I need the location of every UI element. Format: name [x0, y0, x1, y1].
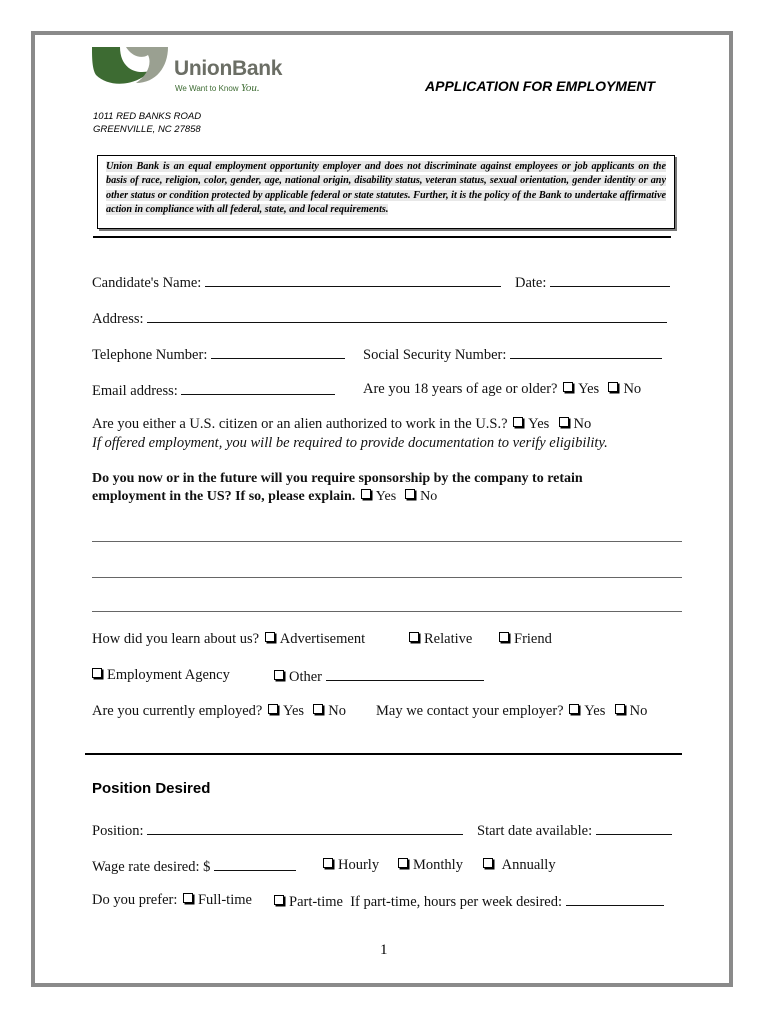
employed-yes-checkbox[interactable] — [268, 704, 278, 714]
employed-row — [92, 703, 346, 720]
sponsorship-yes-checkbox[interactable] — [361, 489, 371, 499]
citizen-row — [92, 416, 591, 433]
section-divider — [85, 753, 682, 755]
telephone-row — [92, 345, 345, 364]
hourly-checkbox[interactable] — [323, 858, 333, 868]
other-label: Other — [289, 669, 323, 685]
relative-checkbox[interactable] — [409, 632, 419, 642]
address-row — [92, 309, 667, 328]
age-row — [363, 381, 641, 398]
section-title-position: Position Desired — [92, 780, 211, 797]
full-time-label: Full-time — [197, 892, 252, 908]
agency-checkbox[interactable] — [92, 668, 102, 678]
telephone-field[interactable] — [211, 345, 345, 359]
age-no-label: No — [623, 381, 642, 397]
form-page — [31, 31, 733, 987]
logo-tagline — [175, 82, 260, 94]
page-number: 1 — [380, 942, 388, 958]
email-row — [92, 381, 335, 400]
ssn-field[interactable] — [510, 345, 662, 359]
candidate-name-label: Candidate's Name: — [92, 275, 202, 291]
annually-label: Annually — [501, 857, 556, 873]
hourly-option — [321, 857, 379, 874]
email-field[interactable] — [181, 381, 335, 395]
contact-yes-label: Yes — [584, 703, 606, 719]
start-date-field[interactable] — [596, 821, 672, 835]
contact-no-checkbox[interactable] — [615, 704, 625, 714]
explanation-line-3[interactable] — [92, 611, 682, 612]
other-field[interactable] — [326, 667, 484, 681]
sponsorship-line-2: employment in the US? If so, please explain. — [92, 489, 356, 504]
annually-option — [481, 857, 556, 874]
address-label: Address: — [92, 311, 144, 327]
employed-question: Are you currently employed? — [92, 703, 263, 719]
eeo-statement-box — [97, 155, 675, 229]
hours-label: If part-time, hours per week desired: — [350, 894, 562, 910]
prefer-label: Do you prefer: — [92, 892, 178, 908]
learn-question: How did you learn about us? — [92, 631, 260, 647]
friend-label: Friend — [514, 631, 552, 647]
age-no-checkbox[interactable] — [608, 382, 618, 392]
relative-option — [407, 631, 472, 648]
ssn-label: Social Security Number: — [363, 347, 507, 363]
citizen-no-checkbox[interactable] — [559, 417, 569, 427]
citizen-yes-checkbox[interactable] — [513, 417, 523, 427]
ssn-row — [363, 345, 662, 364]
contact-question: May we contact your employer? — [376, 703, 564, 719]
age-question: Are you 18 years of age or older? — [363, 381, 558, 397]
employed-no-label: No — [328, 703, 347, 719]
agency-option — [90, 667, 230, 684]
date-row — [515, 273, 670, 292]
friend-checkbox[interactable] — [499, 632, 509, 642]
start-date-label: Start date available: — [477, 823, 593, 839]
citizen-question: Are you either a U.S. citizen or an alien authorized to work in the U.S.? — [92, 416, 508, 432]
age-yes-label: Yes — [578, 381, 600, 397]
explanation-line-2[interactable] — [92, 577, 682, 578]
explanation-line-1[interactable] — [92, 541, 682, 542]
contact-row — [376, 703, 647, 720]
page-title: APPLICATION FOR EMPLOYMENT — [425, 78, 655, 94]
learn-row — [92, 631, 365, 648]
relative-label: Relative — [424, 631, 473, 647]
sponsorship-line-1: Do you now or in the future will you require sponsorship by the company to retain — [92, 471, 583, 486]
wage-field[interactable] — [214, 857, 296, 871]
address-field[interactable] — [147, 309, 667, 323]
wage-label: Wage rate desired: $ — [92, 859, 211, 875]
full-time-checkbox[interactable] — [183, 893, 193, 903]
tagline-script: You. — [240, 82, 260, 94]
citizen-no-label: No — [573, 416, 592, 432]
monthly-checkbox[interactable] — [398, 858, 408, 868]
sponsorship-yes-label: Yes — [375, 489, 397, 504]
advertisement-label: Advertisement — [279, 631, 366, 647]
sponsorship-no-label: No — [420, 489, 438, 504]
part-time-checkbox[interactable] — [274, 895, 284, 905]
position-field[interactable] — [147, 821, 463, 835]
sponsorship-row — [92, 489, 437, 505]
part-time-label: Part-time — [289, 894, 343, 910]
email-label: Email address: — [92, 383, 178, 399]
candidate-name-row — [92, 273, 501, 292]
advertisement-checkbox[interactable] — [265, 632, 275, 642]
employed-no-checkbox[interactable] — [313, 704, 323, 714]
address-block — [93, 110, 201, 136]
contact-no-label: No — [629, 703, 648, 719]
hourly-label: Hourly — [338, 857, 380, 873]
position-label: Position: — [92, 823, 144, 839]
candidate-name-field[interactable] — [205, 273, 501, 287]
hours-field[interactable] — [566, 892, 664, 906]
start-date-row — [477, 821, 672, 840]
wage-row — [92, 857, 296, 876]
employed-yes-label: Yes — [282, 703, 305, 719]
agency-label: Employment Agency — [107, 667, 230, 683]
union-bank-logo — [90, 45, 290, 97]
union-bank-logo-icon — [90, 45, 170, 91]
date-label: Date: — [515, 275, 547, 291]
date-field[interactable] — [550, 273, 670, 287]
age-yes-checkbox[interactable] — [563, 382, 573, 392]
monthly-option — [396, 857, 463, 874]
other-option — [272, 667, 484, 686]
address-line-1: 1011 RED BANKS ROAD — [93, 111, 202, 122]
other-checkbox[interactable] — [274, 670, 284, 680]
tagline-text: We Want to Know — [175, 84, 239, 93]
telephone-label: Telephone Number: — [92, 347, 208, 363]
monthly-label: Monthly — [413, 857, 463, 873]
friend-option — [497, 631, 552, 648]
eeo-statement: Union Bank is an equal employment opportunity employer and does not discriminate against employees or job applicants on the basis of race, religion, color, gender, age, national origin, disability status, veteran status, sexual orientation, gender identity or any other status or condition protected by applicable federal or state statutes. Further, it is the policy of the Bank to undertake affirmative action in compliance with all federal, state, and local requirements. — [106, 161, 666, 215]
logo-name: UnionBank — [174, 57, 283, 80]
annually-checkbox[interactable] — [483, 858, 493, 868]
contact-yes-checkbox[interactable] — [569, 704, 579, 714]
position-row — [92, 821, 463, 840]
part-time-row — [272, 892, 664, 911]
address-line-2: GREENVILLE, NC 27858 — [93, 124, 201, 135]
sponsorship-no-checkbox[interactable] — [405, 489, 415, 499]
citizen-yes-label: Yes — [528, 416, 550, 432]
header-divider — [93, 236, 671, 238]
citizen-note: If offered employment, you will be required to provide documentation to verify eligibility. — [92, 435, 608, 451]
prefer-row — [92, 892, 252, 909]
